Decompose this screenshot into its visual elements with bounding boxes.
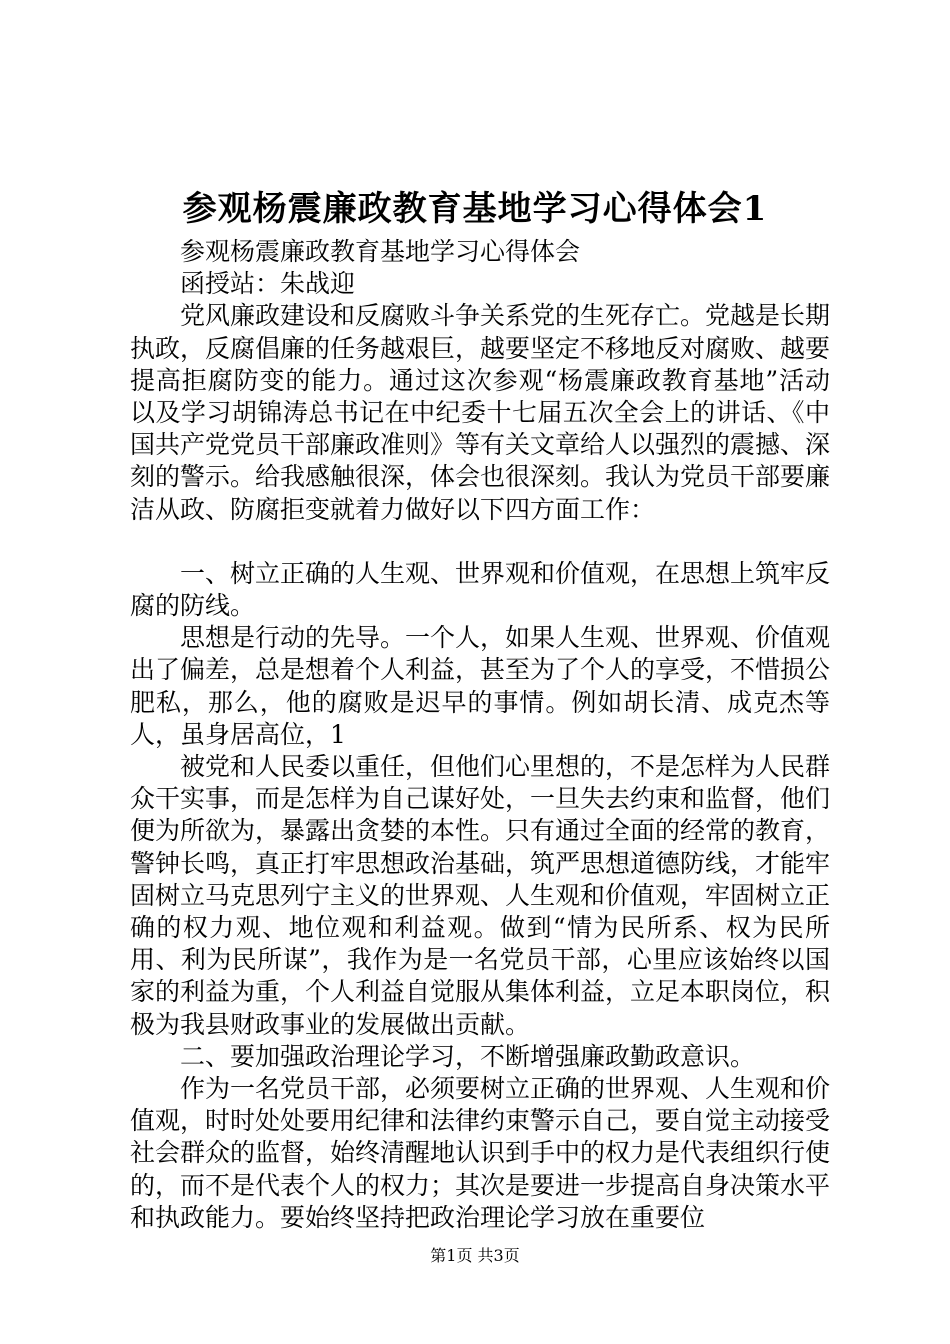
paragraph-intro: 党风廉政建设和反腐败斗争关系党的生死存亡。党越是长期执政，反腐倡廉的任务越艰巨，越要坚定不移地反对腐败、越要提高拒腐防变的能力。通过这次参观“杨震廉政教育基地”活动以及学习胡锦涛总书记在中纪委十七届五次全会上的讲话、《中国共产党党员干部廉政准则》等有关文章给人以强烈的震撼、深刻的警示。给我感触很深，体会也很深刻。我认为党员干部要廉洁从政、防腐拒变就着力做好以下四方面工作：	[130, 301, 831, 524]
paragraph-section-2-heading: 二、要加强政治理论学习，不断增强廉政勤政意识。	[180, 1041, 756, 1071]
paragraph-section-1-body: 思想是行动的先导。一个人，如果人生观、世界观、价值观出了偏差，总是想着个人利益，甚至为了个人的享受，不惜损公肥私，那么，他的腐败是迟早的事情。例如胡长清、成克杰等人，虽身居高位，1	[130, 623, 831, 749]
paragraph-section-1-heading: 一、树立正确的人生观、世界观和价值观，在思想上筑牢反腐的防线。	[130, 558, 831, 621]
document-author: 函授站：朱战迎	[180, 269, 356, 299]
document-title: 参观杨震廉政教育基地学习心得体会1	[182, 189, 768, 229]
document-body	[130, 236, 830, 1234]
page-footer: 第1页 共3页	[430, 1246, 520, 1265]
paragraph-section-2-body: 作为一名党员干部，必须要树立正确的世界观、人生观和价值观，时时处处要用纪律和法律约束警示自己，要自觉主动接受社会群众的监督，始终清醒地认识到手中的权力是代表组织行使的，而不是代表个人的权力；其次是要进一步提高自身决策水平和执政能力。要始终坚持把政治理论学习放在重要位	[130, 1074, 831, 1232]
paragraph-gap	[130, 526, 830, 558]
paragraph-section-1-continued: 被党和人民委以重任，但他们心里想的，不是怎样为人民群众干实事，而是怎样为自己谋好处，一旦失去约束和监督，他们便为所欲为，暴露出贪婪的本性。只有通过全面的经常的教育，警钟长鸣，真正打牢思想政治基础，筑严思想道德防线，才能牢固树立马克思列宁主义的世界观、人生观和价值观，牢固树立正确的权力观、地位观和利益观。做到“情为民所系、权为民所用、利为民所谋”，我作为是一名党员干部，心里应该始终以国家的利益为重，个人利益自觉服从集体利益，立足本职岗位，积极为我县财政事业的发展做出贡献。	[130, 752, 831, 1039]
document-subtitle: 参观杨震廉政教育基地学习心得体会	[180, 237, 581, 266]
